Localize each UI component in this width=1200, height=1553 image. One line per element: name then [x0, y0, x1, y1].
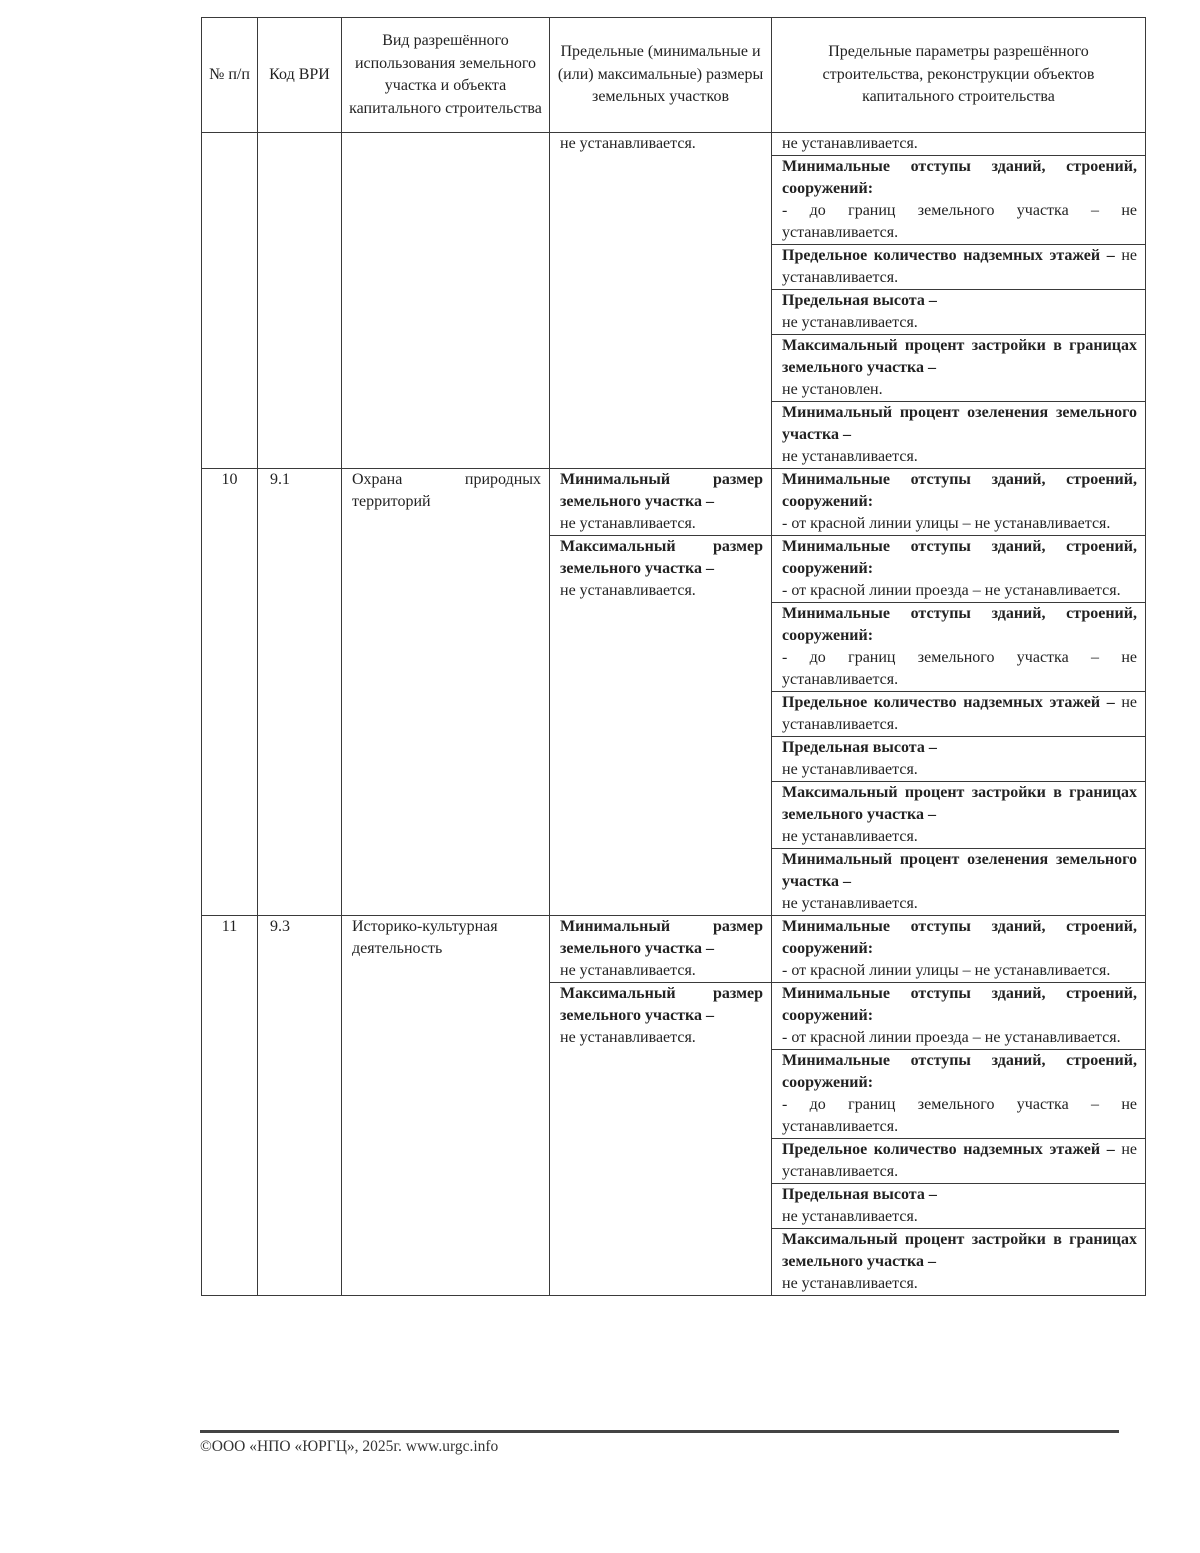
land-use-table: [201, 17, 1146, 1296]
param-text: - от красной линии проезда – не устанавливается.: [782, 582, 1121, 599]
param-text: - от красной линии улицы – не устанавливается.: [782, 962, 1111, 979]
param-text: не устанавливается.: [782, 135, 918, 152]
max-size-title: Максимальный размер земельного участка –: [560, 985, 763, 1024]
cell-num: [202, 133, 258, 469]
param-text: - до границ земельного участка – не устанавливается.: [782, 1096, 1137, 1135]
param-title: Предельная высота –: [782, 739, 937, 756]
param-title: Предельное количество надземных этажей –: [782, 694, 1115, 711]
footer-divider: [200, 1430, 1119, 1433]
param-text: - от красной линии улицы – не устанавливается.: [782, 515, 1111, 532]
param-title: Минимальные отступы зданий, строений, сооружений:: [782, 1052, 1137, 1091]
cell-code: 9.1: [258, 469, 342, 916]
param-cell: [772, 603, 1146, 692]
max-size-text: не устанавливается.: [560, 1029, 696, 1046]
param-text: - от красной линии проезда – не устанавливается.: [782, 1029, 1121, 1046]
param-text: не устанавливается.: [782, 1208, 918, 1225]
param-cell: [772, 402, 1146, 469]
cell-code: 9.3: [258, 916, 342, 1296]
param-cell: [772, 1139, 1146, 1184]
param-title: Минимальный процент озеленения земельного участка –: [782, 851, 1137, 890]
cell-type: Охрана природных территорий: [342, 469, 550, 916]
cell-min-size: [550, 916, 772, 983]
param-title: Предельное количество надземных этажей –: [782, 247, 1115, 264]
cell-num: 10: [202, 469, 258, 916]
param-text: не устанавливается.: [782, 761, 918, 778]
param-title: Минимальные отступы зданий, строений, сооружений:: [782, 985, 1137, 1024]
param-title: Предельная высота –: [782, 1186, 937, 1203]
param-title: Предельное количество надземных этажей –: [782, 1141, 1115, 1158]
param-text: не устанавливается.: [782, 694, 1137, 733]
param-text: не устанавливается.: [782, 314, 918, 331]
param-text: не устанавливается.: [782, 247, 1137, 286]
param-title: Минимальные отступы зданий, строений, сооружений:: [782, 471, 1137, 510]
param-cell: [772, 737, 1146, 782]
min-size-title: Минимальный размер земельного участка –: [560, 918, 763, 957]
param-title: Максимальный процент застройки в границах земельного участка –: [782, 1231, 1137, 1270]
table-row: [202, 916, 1146, 983]
param-cell: [772, 983, 1146, 1050]
cell-code: [258, 133, 342, 469]
param-title: Минимальные отступы зданий, строений, сооружений:: [782, 158, 1137, 197]
header-size: Предельные (минимальные и (или) максимальные) размеры земельных участков: [550, 18, 772, 133]
param-cell: [772, 692, 1146, 737]
param-cell: [772, 133, 1146, 156]
param-text: не устанавливается.: [782, 828, 918, 845]
max-size-text: не устанавливается.: [560, 582, 696, 599]
param-cell: [772, 335, 1146, 402]
header-type: Вид разрешённого использования земельного участка и объекта капитального строительства: [342, 18, 550, 133]
table-header-row: [202, 18, 1146, 133]
cell-size: [550, 133, 772, 469]
param-cell: [772, 1184, 1146, 1229]
cell-type: Историко-культурная деятельность: [342, 916, 550, 1296]
footer-copyright: ©ООО «НПО «ЮРГЦ», 2025г. www.urgc.info: [200, 1438, 499, 1455]
param-text: не устанавливается.: [782, 448, 918, 465]
param-text: не установлен.: [782, 381, 883, 398]
param-text: не устанавливается.: [782, 1275, 918, 1292]
param-title: Минимальные отступы зданий, строений, сооружений:: [782, 605, 1137, 644]
min-size-text: не устанавливается.: [560, 962, 696, 979]
param-title: Минимальные отступы зданий, строений, сооружений:: [782, 918, 1137, 957]
table-row: [202, 469, 1146, 536]
param-cell: [772, 469, 1146, 536]
param-cell: [772, 849, 1146, 916]
param-title: Предельная высота –: [782, 292, 937, 309]
param-title: Минимальные отступы зданий, строений, сооружений:: [782, 538, 1137, 577]
cell-type: [342, 133, 550, 469]
cell-max-size: [550, 983, 772, 1296]
param-title: Максимальный процент застройки в границах земельного участка –: [782, 337, 1137, 376]
size-text: не устанавливается.: [560, 135, 696, 152]
param-cell: [772, 536, 1146, 603]
param-cell: [772, 1050, 1146, 1139]
cell-num: 11: [202, 916, 258, 1296]
param-text: не устанавливается.: [782, 895, 918, 912]
param-cell: [772, 916, 1146, 983]
header-num: № п/п: [202, 18, 258, 133]
cell-max-size: [550, 536, 772, 916]
param-text: - до границ земельного участка – не устанавливается.: [782, 202, 1137, 241]
table-row: [202, 133, 1146, 156]
param-cell: [772, 290, 1146, 335]
param-title: Максимальный процент застройки в границах земельного участка –: [782, 784, 1137, 823]
param-cell: [772, 782, 1146, 849]
min-size-title: Минимальный размер земельного участка –: [560, 471, 763, 510]
param-text: не устанавливается.: [782, 1141, 1137, 1180]
param-cell: [772, 245, 1146, 290]
header-code: Код ВРИ: [258, 18, 342, 133]
cell-min-size: [550, 469, 772, 536]
min-size-text: не устанавливается.: [560, 515, 696, 532]
param-cell: [772, 156, 1146, 245]
param-title: Минимальный процент озеленения земельного участка –: [782, 404, 1137, 443]
max-size-title: Максимальный размер земельного участка –: [560, 538, 763, 577]
param-cell: [772, 1229, 1146, 1296]
param-text: - до границ земельного участка – не устанавливается.: [782, 649, 1137, 688]
header-params: Предельные параметры разрешённого строительства, реконструкции объектов капитального строительства: [772, 18, 1146, 133]
